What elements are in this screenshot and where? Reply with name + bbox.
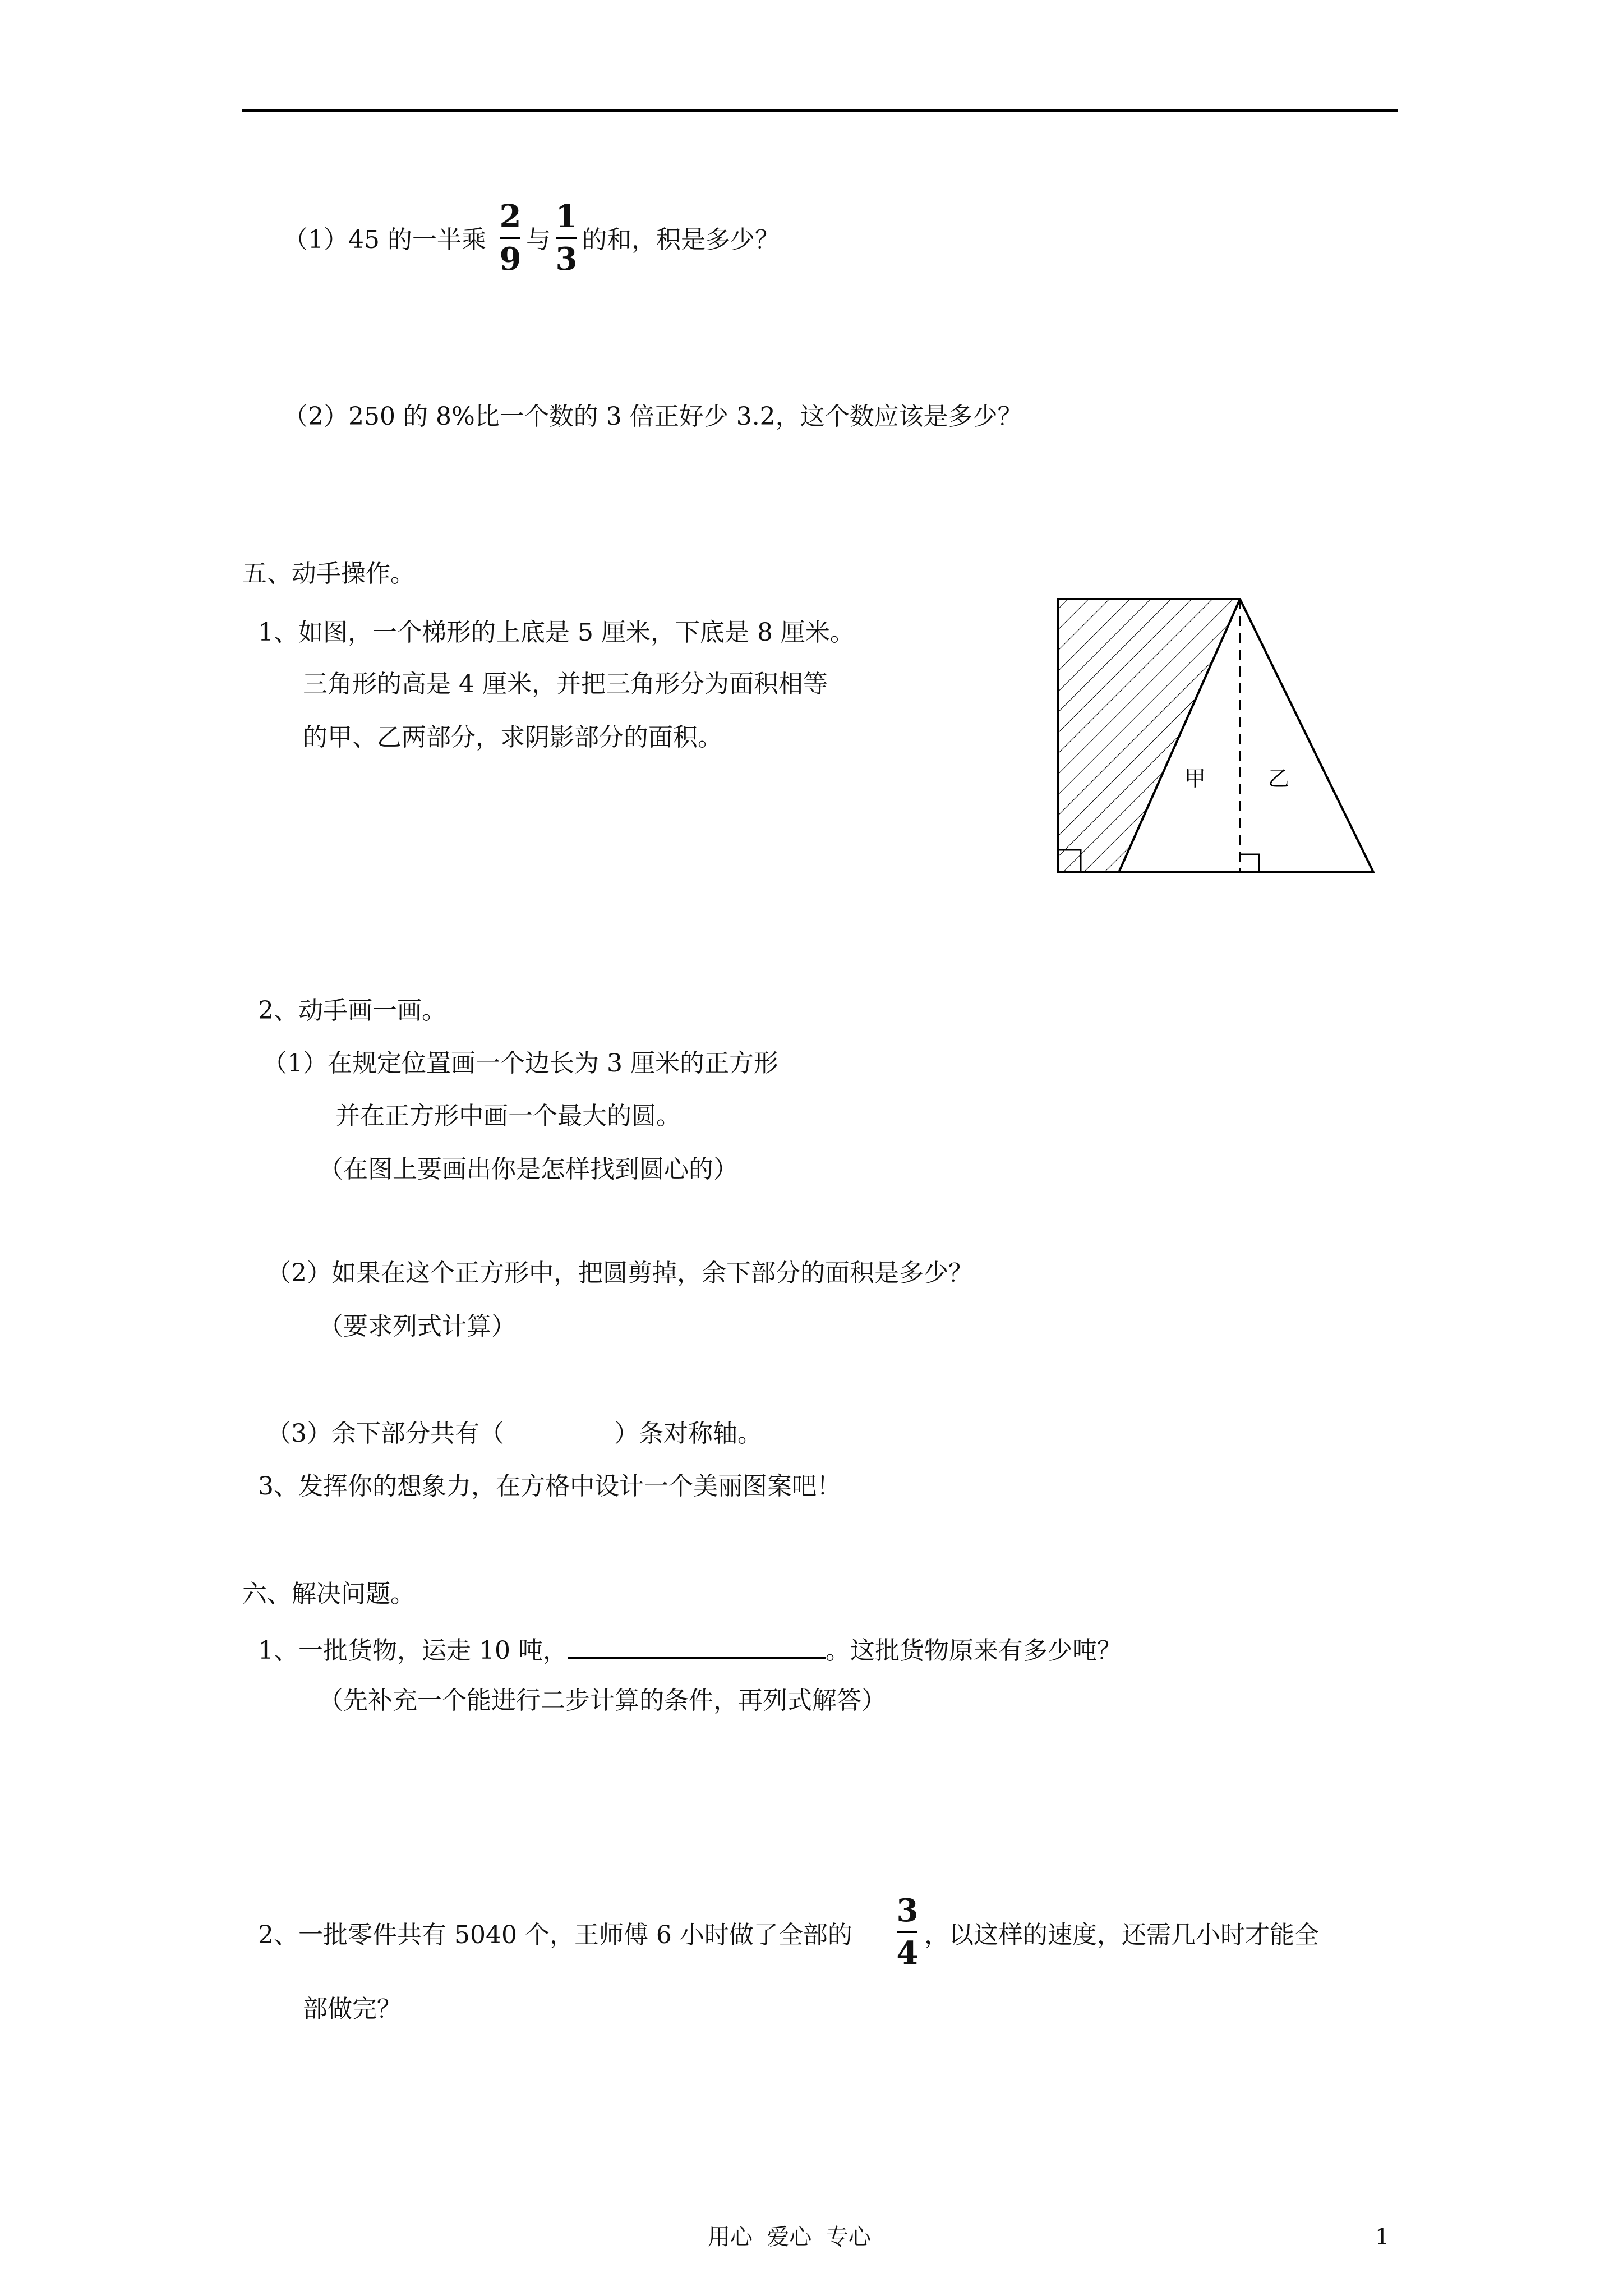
page-number: 1	[1375, 2224, 1390, 2250]
fraction-denominator: 4	[896, 1935, 919, 1972]
fraction-numerator: 1	[555, 198, 578, 235]
fraction-denominator: 9	[499, 241, 522, 278]
label-jia: 甲	[1184, 766, 1206, 791]
section6-item1-note: （先补充一个能进行二步计算的条件，再列式解答）	[319, 1686, 886, 1715]
section5-item1-line2: 三角形的高是 4 厘米，并把三角形分为面积相等	[303, 670, 828, 698]
right-angle-mark-height	[1240, 854, 1259, 872]
section5-item2-p2-line1: （2）如果在这个正方形中，把圆剪掉，余下部分的面积是多少？	[266, 1259, 973, 1287]
fraction-bar	[897, 1931, 917, 1933]
fill-in-blank[interactable]	[568, 1631, 826, 1659]
fraction-bar	[500, 237, 520, 239]
fraction-denominator: 3	[555, 241, 578, 278]
section5-item2-title: 2、动手画一画。	[258, 996, 446, 1025]
section5-item2-p1-line3: （在图上要画出你是怎样找到圆心的）	[319, 1155, 738, 1184]
section5-item2-p2-line2: （要求列式计算）	[319, 1312, 516, 1341]
section5-item2-p3-after: ）条对称轴。	[614, 1419, 762, 1448]
section5-item2-p1-line1: （1）在规定位置画一个边长为 3 厘米的正方形	[262, 1049, 778, 1078]
section6-item1-before: 1、一批货物，运走 10 吨，	[258, 1636, 568, 1665]
section5-item2-p3-before: （3）余下部分共有（	[266, 1419, 504, 1448]
section6-title: 六、解决问题。	[242, 1580, 415, 1608]
section6-item2-before: 2、一批零件共有 5040 个，王师傅 6 小时做了全部的	[258, 1921, 852, 1949]
section5-item1-line1: 1、如图，一个梯形的上底是 5 厘米，下底是 8 厘米。	[258, 618, 855, 647]
q4-part2: （2）250 的 8%比一个数的 3 倍正好少 3.2，这个数应该是多少？	[283, 402, 1022, 431]
section5-item2-p3	[266, 1417, 762, 1451]
footer-center-text: 用心 爱心 专心	[708, 2224, 871, 2250]
trapezoid-figure	[1054, 592, 1385, 884]
fraction-3-4	[896, 1892, 919, 1972]
fraction-1-3	[555, 197, 578, 278]
section5-title: 五、动手操作。	[242, 559, 415, 588]
fraction-numerator: 2	[499, 198, 522, 235]
section5-item3: 3、发挥你的想象力，在方格中设计一个美丽图案吧！	[258, 1472, 841, 1501]
section5-item2-p1-line2: 并在正方形中画一个最大的圆。	[335, 1102, 681, 1130]
fraction-bar	[556, 237, 577, 239]
q4-part1-before: （1）45 的一半乘	[283, 226, 486, 254]
shaded-region	[1058, 599, 1240, 872]
section6-item1-after: 。这批货物原来有多少吨？	[825, 1636, 1122, 1665]
section6-item2-after: ，以这样的速度，还需几小时才能全	[924, 1921, 1319, 1949]
section5-item1-line3: 的甲、乙两部分，求阴影部分的面积。	[303, 723, 722, 752]
q4-part1-after: 的和，积是多少？	[582, 226, 780, 254]
q4-part1-middle: 与	[526, 226, 551, 254]
section6-item2-line2: 部做完？	[303, 1995, 402, 2023]
fraction-2-9	[499, 197, 522, 278]
section6-item1-line	[258, 1631, 1122, 1668]
fraction-numerator: 3	[896, 1892, 919, 1929]
header-rule	[242, 109, 1398, 112]
label-yi: 乙	[1267, 766, 1290, 791]
